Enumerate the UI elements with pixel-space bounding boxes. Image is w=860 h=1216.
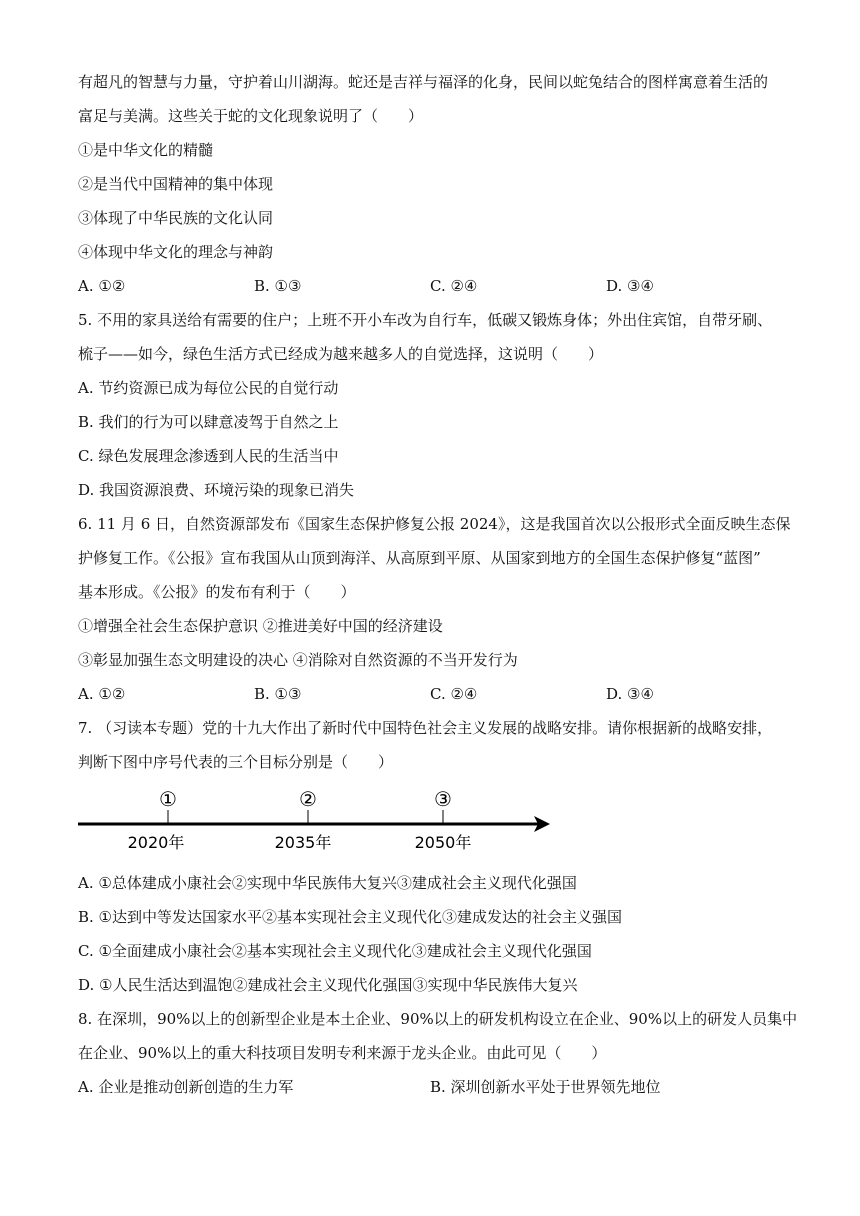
q6-statements-1: ①增强全社会生态保护意识 ②推进美好中国的经济建设 — [78, 617, 443, 635]
mark-2: ② — [299, 787, 317, 811]
q4-option-c: C. ②④ — [430, 277, 478, 295]
q6-option-a: A. ①② — [78, 685, 126, 703]
mark-1: ① — [159, 787, 177, 811]
year-label-2050: 2050年 — [414, 833, 472, 852]
q7-stem-line-2: 判断下图中序号代表的三个目标分别是（ ） — [78, 753, 394, 771]
year-label-2035: 2035年 — [274, 833, 332, 852]
q8-option-b: B. 深圳创新水平处于世界领先地位 — [430, 1078, 661, 1096]
q8-stem-line-2: 在企业、90%以上的重大科技项目发明专利来源于龙头企业。由此可见（ ） — [78, 1044, 607, 1062]
q7-option-c: C. ①全面建成小康社会②基本实现社会主义现代化③建成社会主义现代化强国 — [78, 942, 592, 960]
mark-3: ③ — [434, 787, 452, 811]
q5-option-d: D. 我国资源浪费、环境污染的现象已消失 — [78, 481, 355, 499]
q5-option-a: A. 节约资源已成为每位公民的自觉行动 — [78, 379, 339, 397]
q5-option-c: C. 绿色发展理念渗透到人民的生活当中 — [78, 447, 339, 465]
q5-stem-line-1: 5. 不用的家具送给有需要的住户；上班不开小车改为自行车，低碳又锻炼身体；外出住宾馆，自带牙刷、 — [78, 311, 773, 329]
q6-stem-line-2: 护修复工作。《公报》宣布我国从山顶到海洋、从高原到平原、从国家到地方的全国生态保护修复“蓝图” — [78, 549, 761, 567]
q4-statement-1: ①是中华文化的精髓 — [78, 141, 214, 159]
q4-stem-line-2: 富足与美满。这些关于蛇的文化现象说明了（ ） — [78, 107, 424, 125]
q6-option-b: B. ①③ — [254, 685, 302, 703]
q6-statements-2: ③彰显加强生态文明建设的决心 ④消除对自然资源的不当开发行为 — [78, 651, 518, 669]
year-label-2020: 2020年 — [127, 833, 185, 852]
q4-option-d: D. ③④ — [606, 277, 654, 295]
q4-option-a: A. ①② — [78, 277, 126, 295]
q7-option-b: B. ①达到中等发达国家水平②基本实现社会主义现代化③建成发达的社会主义强国 — [78, 908, 623, 926]
q6-stem-line-1: 6. 11 月 6 日，自然资源部发布《国家生态保护修复公报 2024》，这是我国首次以公报形式全面反映生态保 — [78, 515, 791, 533]
q6-option-c: C. ②④ — [430, 685, 478, 703]
q5-stem-line-2: 梳子——如今，绿色生活方式已经成为越来越多人的自觉选择，这说明（ ） — [78, 345, 604, 363]
timeline-svg — [70, 782, 570, 856]
q4-statement-4: ④体现中华文化的理念与神韵 — [78, 243, 274, 261]
q6-stem-line-3: 基本形成。《公报》的发布有利于（ ） — [78, 583, 356, 601]
q7-option-a: A. ①总体建成小康社会②实现中华民族伟大复兴③建成社会主义现代化强国 — [78, 874, 577, 892]
q8-option-a: A. 企业是推动创新创造的生力军 — [78, 1078, 294, 1096]
q4-option-b: B. ①③ — [254, 277, 302, 295]
q4-statement-3: ③体现了中华民族的文化认同 — [78, 209, 274, 227]
q7-option-d: D. ①人民生活达到温饱②建成社会主义现代化强国③实现中华民族伟大复兴 — [78, 976, 578, 994]
q6-option-d: D. ③④ — [606, 685, 654, 703]
q5-option-b: B. 我们的行为可以肆意凌驾于自然之上 — [78, 413, 339, 431]
timeline-diagram — [70, 782, 570, 856]
q4-stem-line-1: 有超凡的智慧与力量，守护着山川湖海。蛇还是吉祥与福泽的化身，民间以蛇兔结合的图样寓意着生活的 — [78, 73, 769, 91]
q4-statement-2: ②是当代中国精神的集中体现 — [78, 175, 274, 193]
q7-stem-line-1: 7. （习读本专题）党的十九大作出了新时代中国特色社会主义发展的战略安排。请你根据新的战略安排， — [78, 719, 773, 737]
q8-stem-line-1: 8. 在深圳，90%以上的创新型企业是本土企业、90%以上的研发机构设立在企业、90%以上的研发人员集中 — [78, 1010, 798, 1028]
